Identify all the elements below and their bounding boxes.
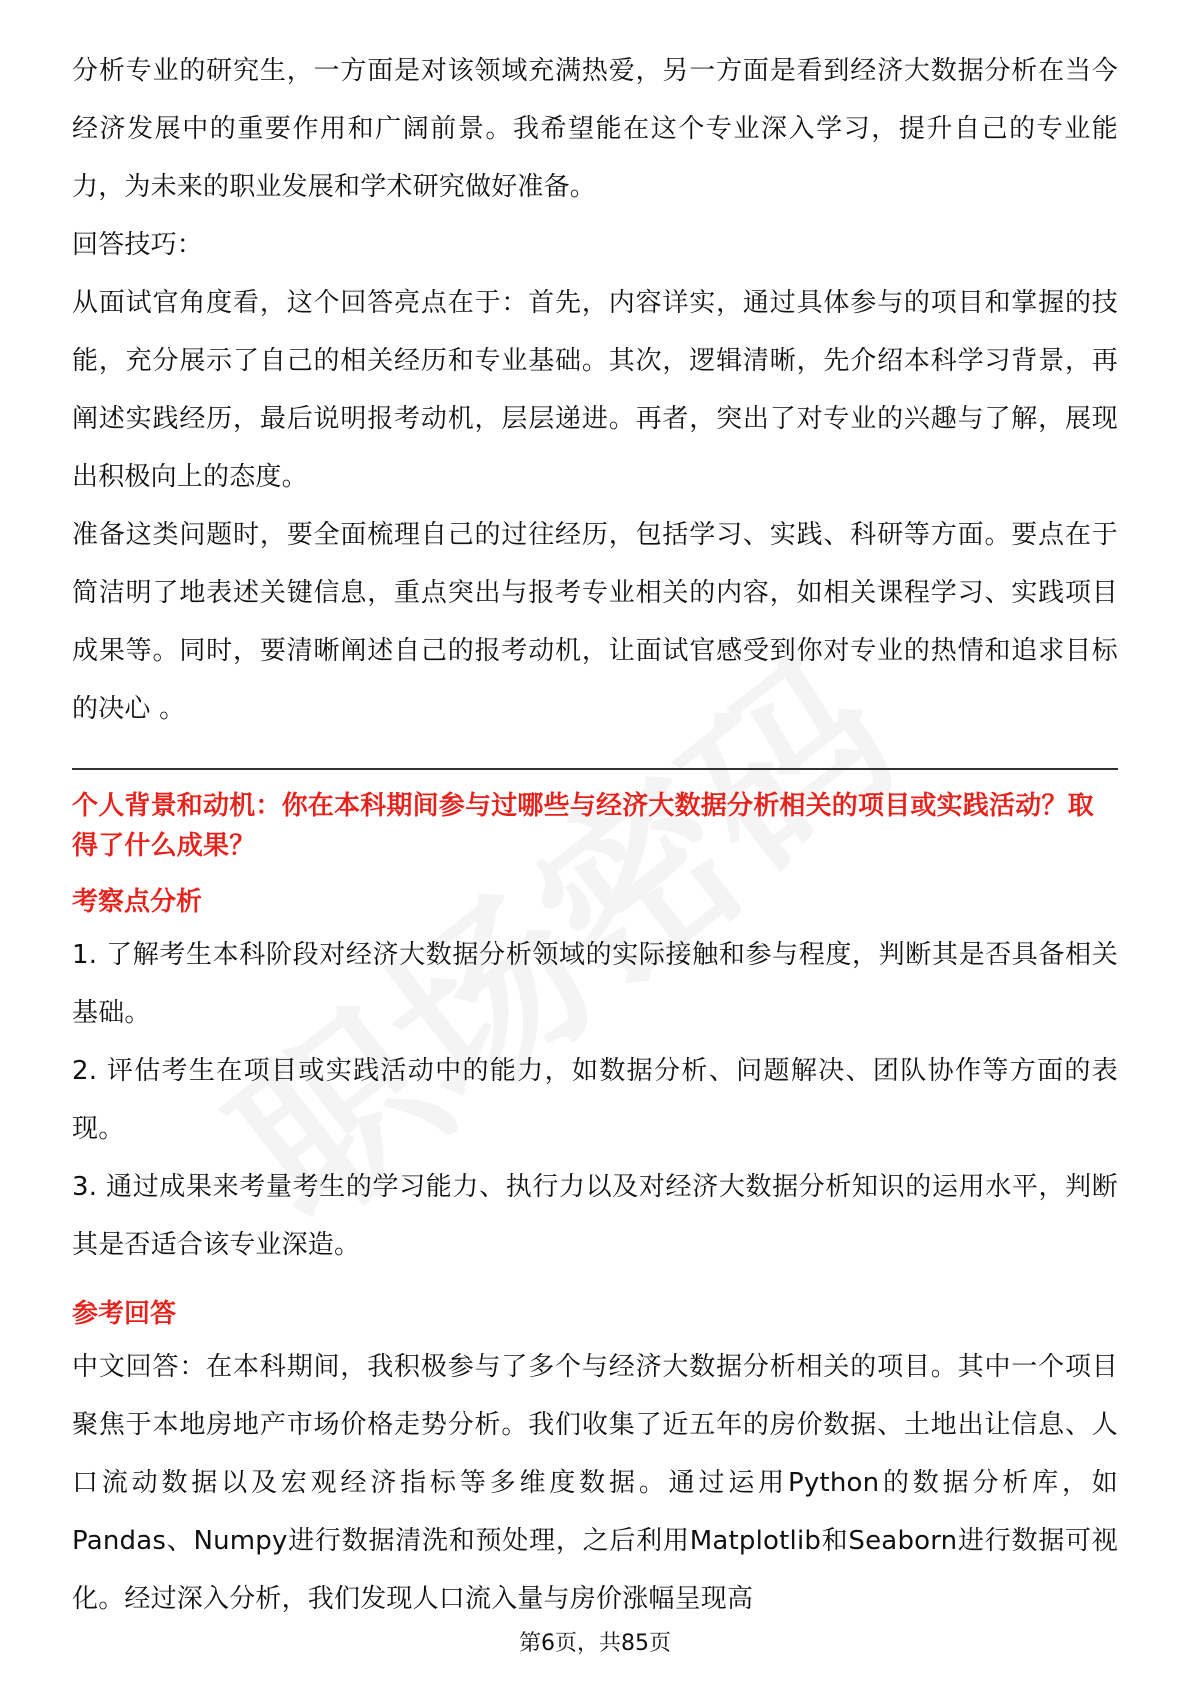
analysis-point-2: 2. 评估考生在项目或实践活动中的能力，如数据分析、问题解决、团队协作等方面的表现。: [72, 1056, 1118, 1144]
page-content: [72, 42, 1118, 1628]
reference-answer-heading: 参考回答: [72, 1299, 177, 1329]
page-number-footer: 第6页，共85页: [519, 1631, 671, 1656]
answer-tips-label: 回答技巧：: [72, 230, 204, 260]
paragraph-interviewer-view: 从面试官角度看，这个回答亮点在于：首先，内容详实，通过具体参与的项目和掌握的技能，充分展示了自己的相关经历和专业基础。其次，逻辑清晰，先介绍本科学习背景，再阐述实践经历，最后说明报考动机，层层递进。再者，突出了对专业的兴趣与了解，展现出积极向上的态度。: [72, 288, 1118, 492]
section-divider: [72, 768, 1118, 770]
paragraph-preparation-advice: 准备这类问题时，要全面梳理自己的过往经历，包括学习、实践、科研等方面。要点在于简洁明了地表述关键信息，重点突出与报考专业相关的内容，如相关课程学习、实践项目成果等。同时，要清晰阐述自己的报考动机，让面试官感受到你对专业的热情和追求目标的决心 。: [72, 520, 1118, 724]
question-title: 个人背景和动机：你在本科期间参与过哪些与经济大数据分析相关的项目或实践活动？取得了什么成果？: [72, 791, 1094, 861]
analysis-point-1: 1. 了解考生本科阶段对经济大数据分析领域的实际接触和参与程度，判断其是否具备相关基础。: [72, 940, 1118, 1028]
paragraph-motivation-end: 分析专业的研究生，一方面是对该领域充满热爱，另一方面是看到经济大数据分析在当今经济发展中的重要作用和广阔前景。我希望能在这个专业深入学习，提升自己的专业能力，为未来的职业发展和学术研究做好准备。: [72, 56, 1118, 202]
analysis-heading: 考察点分析: [72, 887, 203, 917]
analysis-point-3: 3. 通过成果来考量考生的学习能力、执行力以及对经济大数据分析知识的运用水平，判断其是否适合该专业深造。: [72, 1172, 1118, 1260]
reference-answer-text: 中文回答：在本科期间，我积极参与了多个与经济大数据分析相关的项目。其中一个项目聚焦于本地房地产市场价格走势分析。我们收集了近五年的房价数据、土地出让信息、人口流动数据以及宏观经济指标等多维度数据。通过运用Python的数据分析库，如Pandas、Numpy进行数据清洗和预处理，之后利用Matplotlib和Seaborn进行数据可视化。经过深入分析，我们发现人口流入量与房价涨幅呈现高: [72, 1352, 1118, 1614]
